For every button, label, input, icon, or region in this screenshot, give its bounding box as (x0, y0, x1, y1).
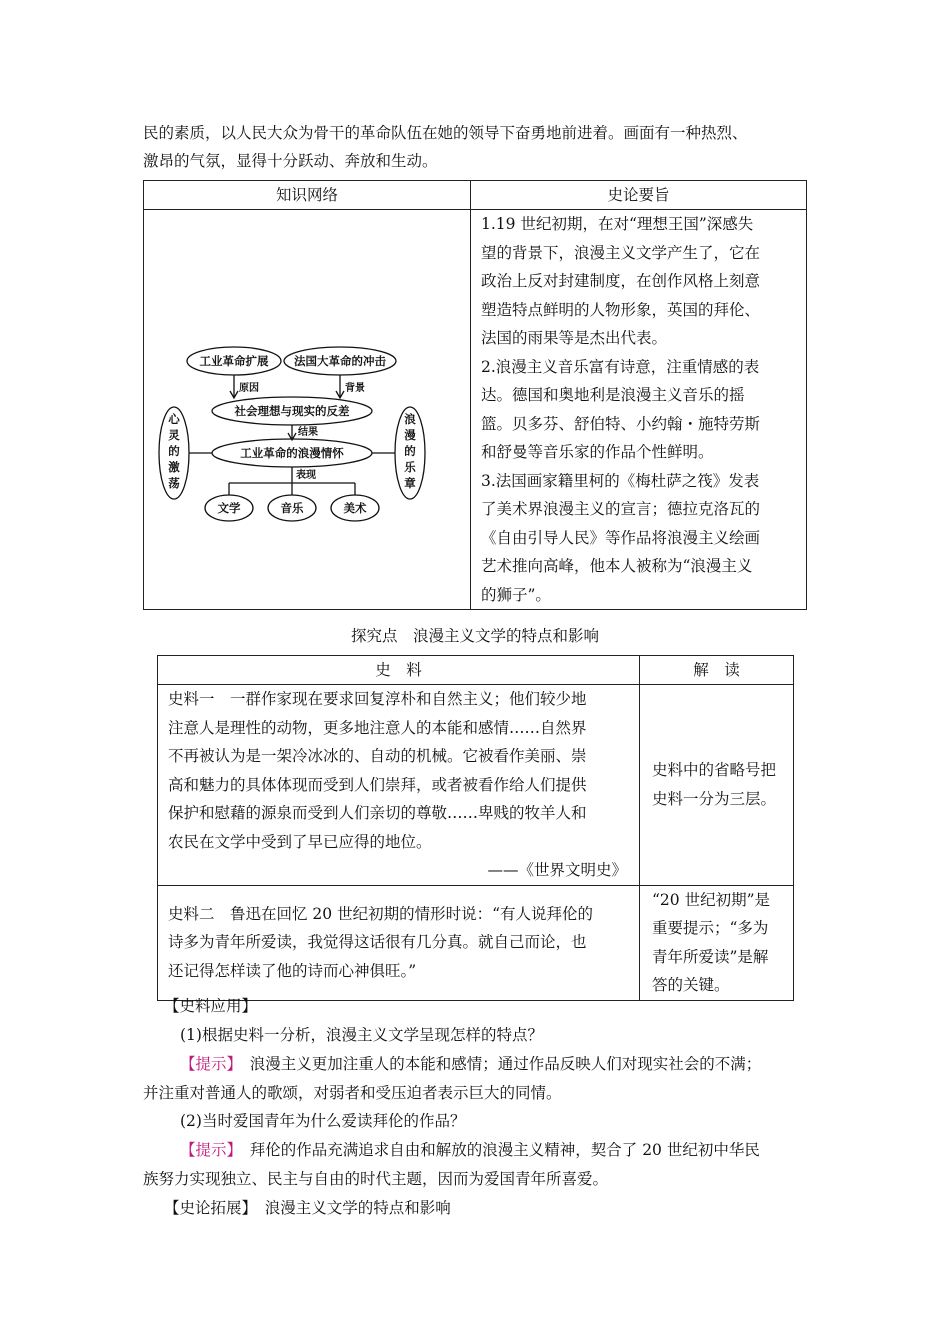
hint-label-2: 【提示】 (180, 1141, 235, 1159)
key-point-line: 政治上反对封建制度，在创作风格上刻意 (481, 272, 761, 290)
key-point-line: 达。德国和奥地利是浪漫主义音乐的摇 (481, 386, 745, 404)
right-vertical-2: 的 (404, 443, 416, 458)
right-vertical-0: 浪 (404, 411, 416, 426)
interpretation-2-cell (640, 885, 794, 1000)
key-point-line: 法国的雨果等是杰出代表。 (481, 329, 668, 347)
question-1: (1)根据史料一分析，浪漫主义文学呈现怎样的特点？ (180, 1026, 543, 1044)
key-point-line: 了美术界浪漫主义的宣言；德拉克洛瓦的 (481, 500, 761, 518)
interpretation-2-line: 青年所爱读”是解 (652, 947, 769, 966)
source-table (157, 655, 794, 1001)
knowledge-diagram (144, 213, 470, 603)
source-1-line: 史料一 一群作家现在要求回复淳朴和自然主义；他们较少地 (168, 690, 587, 708)
interpretation-1-line: 史料一分为三层。 (652, 789, 777, 808)
answer-2-line-2: 族努力实现独立、民主与自由的时代主题，因而为爱国青年所喜爱。 (143, 1170, 609, 1188)
right-vertical-4: 章 (404, 475, 416, 490)
section-title: 探究点 浪漫主义文学的特点和影响 (350, 627, 599, 645)
node-industrial: 工业革命扩展 (199, 353, 269, 368)
left-vertical-0: 心 (168, 411, 180, 426)
expand-text: 浪漫主义文学的特点和影响 (249, 1199, 451, 1217)
node-literature: 文学 (217, 500, 241, 515)
question-2: (2)当时爱国青年为什么爱读拜伦的作品？ (180, 1112, 466, 1130)
node-contrast: 社会理想与现实的反差 (234, 403, 350, 418)
intro-line-1: 民的素质，以人民大众为骨干的革命队伍在她的领导下奋勇地前进着。画面有一种热烈、 (143, 124, 748, 142)
interpretation-2-line: 重要提示；“多为 (652, 919, 769, 937)
left-vertical-3: 激 (168, 459, 180, 474)
source-2-cell (158, 885, 640, 1000)
source-2-line: 史料二 鲁迅在回忆 20 世纪初期的情形时说：“有人说拜伦的 (168, 904, 594, 923)
right-vertical-3: 乐 (404, 459, 416, 474)
answer-2-text: 拜伦的作品充满追求自由和解放的浪漫主义精神，契合了 20 世纪初中华民 (234, 1141, 760, 1159)
answer-1-line-2: 并注重对普通人的歌颂，对弱者和受压迫者表示巨大的同情。 (143, 1084, 562, 1102)
label-background: 背景 (345, 382, 365, 394)
key-point-line: 2.浪漫主义音乐富有诗意，注重情感的表 (481, 357, 760, 376)
interpretation-2-line: “20 世纪初期”是 (652, 890, 770, 909)
interpretation-1-cell (640, 685, 794, 886)
right-vertical-1: 漫 (404, 427, 416, 442)
source-1-cell (158, 685, 640, 886)
knowledge-diagram-cell (144, 210, 471, 610)
left-vertical-2: 的 (168, 443, 180, 458)
answer-2-line-1 (180, 1137, 760, 1164)
source-1-line: 保护和慰藉的源泉而受到人们亲切的尊敬……卑贱的牧羊人和 (168, 804, 587, 822)
header-knowledge-network: 知识网络 (144, 181, 471, 210)
source-1-line: 高和魅力的具体体现而受到人们崇拜，或者被看作给人们提供 (168, 775, 587, 794)
key-points-cell (471, 210, 807, 610)
source-1-line: 不再被认为是一架冷冰冰的、自动的机械。它被看作美丽、崇 (168, 747, 587, 765)
intro-line-2: 激昂的气氛，显得十分跃动、奔放和生动。 (143, 152, 438, 170)
key-point-line: 1.19 世纪初期，在对“理想王国”深感失 (481, 215, 754, 233)
key-point-line: 塑造特点鲜明的人物形象，英国的拜伦、 (481, 300, 761, 319)
source-2-line: 还记得怎样读了他的诗而心神俱旺。” (168, 961, 417, 980)
node-music: 音乐 (280, 500, 304, 515)
application-heading: 【史料应用】 (164, 997, 258, 1015)
header-key-points: 史论要旨 (471, 181, 807, 210)
key-point-line: 和舒曼等音乐家的作品个性鲜明。 (481, 443, 714, 461)
left-vertical-4: 荡 (168, 475, 180, 490)
key-point-line: 3.法国画家籍里柯的《梅杜萨之筏》发表 (481, 471, 760, 490)
key-point-line: 望的背景下，浪漫主义文学产生了，它在 (481, 243, 761, 262)
left-vertical-1: 灵 (168, 427, 180, 442)
knowledge-table (143, 180, 807, 610)
label-expression: 表现 (296, 469, 316, 481)
interpretation-1-line: 史料中的省略号把 (652, 761, 777, 780)
header-interpretation: 解 读 (640, 656, 794, 685)
node-art: 美术 (343, 500, 367, 515)
node-french: 法国大革命的冲击 (294, 353, 386, 368)
label-result: 结果 (298, 426, 318, 438)
source-2-line: 诗多为青年所爱读，我觉得这话很有几分真。就自己而论，也 (168, 933, 587, 952)
expand-line (164, 1195, 451, 1222)
key-point-line: 艺术推向高峰，他本人被称为“浪漫主义 (481, 557, 753, 575)
source-1-line: 注意人是理性的动物，更多地注意人的本能和感情……自然界 (168, 718, 587, 737)
key-point-line: 《自由引导人民》等作品将浪漫主义绘画 (481, 528, 761, 547)
expand-heading: 【史论拓展】 (164, 1199, 250, 1217)
key-point-line: 篮。贝多芬、舒伯特、小约翰・施特劳斯 (481, 414, 761, 433)
source-1-citation: ——《世界文明史》 (487, 861, 627, 879)
answer-1-text: 浪漫主义更加注重人的本能和感情；通过作品反映人们对现实社会的不满； (234, 1055, 762, 1073)
node-romantic: 工业革命的浪漫情怀 (240, 445, 344, 460)
interpretation-2-line: 答的关键。 (652, 976, 730, 994)
key-point-line: 的狮子”。 (481, 585, 551, 604)
hint-label-1: 【提示】 (180, 1055, 235, 1073)
source-1-line: 农民在文学中受到了早已应得的地位。 (168, 832, 432, 851)
header-source: 史 料 (158, 656, 640, 685)
answer-1-line-1 (180, 1051, 761, 1078)
label-cause: 原因 (239, 382, 259, 394)
